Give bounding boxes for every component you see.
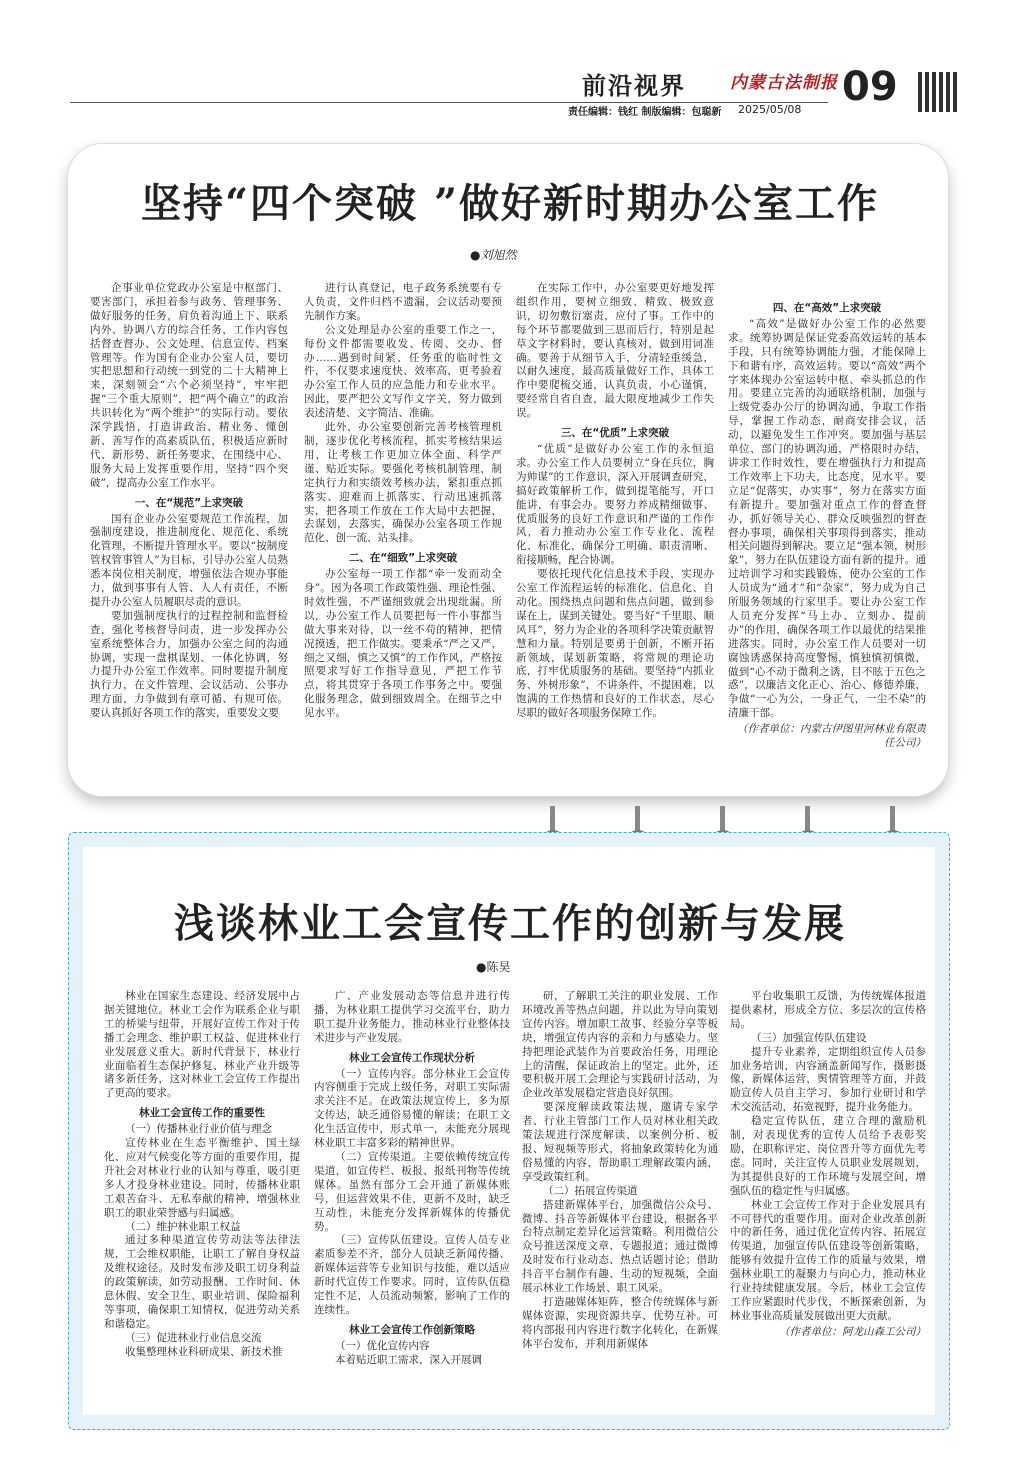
paragraph: 国有企业办公室要规范工作流程，加强制度建设，推进制度化、规范化、系统化管理，不断提升管理水平。要以“按制度管权管事管人”为目标，引导办公室人员熟悉本岗位相关制度，增强依法合规办事能力，做到事事有人管、人人有责任，不断提升办公室人员履职尽责的意识。 bbox=[90, 512, 288, 608]
paragraph: “高效”是做好办公室工作的必然要求。统筹协调是保证党委高效运转的基本手段，只有统筹协调能力强，才能保障上下和谐有序，高效运转。要以“高效”两个字来体现办公室运转中枢、牵头抓总的作用。要建立完善的沟通联络机制，加强与上级党委办公厅的协调沟通，争取工作指导，掌握工作动态，耐商安排会议，活动，以避免发生工作冲突。要加强与基层单位、部门的协调沟通，严格限时办结，讲求工作时效性，要在增强执行力和提高工作效率上下功夫，比态度，见水平。要立足“促落实，办实事”，努力在落实方面有新提升。要加强对重点工作的督查督办，抓好领导关心、群众反映强烈的督查督办事项，确保相关事项得到落实，推动相关问题得到解决。要立足“强本领，树形象”，努力在队伍建设方面有新的提升。通过培训学习和实践锻炼，使办公室的工作人员成为“通才”和“杂家”，努力成为自己所服务领域的行家里手。要让办公室工作人员充分发挥“马上办、立刻办、提前办”的作用，确保各项工作以最优的结果推进落实。同时，办公室工作人员要对一切腐蚀诱惑保持高度警惕，慎独慎初慎微，做到“心不动于微利之诱，目不眩于五色之惑”，以廉洁文化正心、治心、修德养廉，争做“一心为公，一身正气，一尘不染”的清廉干部。 bbox=[728, 317, 926, 720]
subheading: （三）促进林业行业信息交流 bbox=[125, 1331, 262, 1344]
article-2-author: ●陈昊 bbox=[476, 960, 511, 974]
paragraph: 稳定宣传队伍，建立合理的激励机制，对表现优秀的宣传人员给予表彰奖励，在职称评定、岗位晋升等方面优先考虑。同时，关注宣传人员职业发展规划，为其提供良好的工作环境与发展空间，增强队伍的稳定性与归属感。 bbox=[730, 1115, 926, 1197]
article-2-column-3 bbox=[522, 990, 718, 1402]
paragraph: 搭建新媒体平台，加强微信公众号、微博、抖音等新媒体平台建设，根据各平台特点制定差异化运营策略。利用微信公众号推送深度文章、专题报道；通过微博及时发布行业动态、热点话题讨论；借助抖音平台制作有趣、生动的短视频，全面展示林业工作场景、职工风采。 bbox=[522, 1198, 718, 1295]
paragraph: 要深度解读政策法规，邀请专家学者、行业主管部门工作人员对林业相关政策法规进行深度解读，以案例分析、板报、短视频等形式，将抽象政策转化为通俗易懂的内容，帮助职工理解政策内涵，享受政策红利。 bbox=[522, 1101, 718, 1183]
paragraph: 通过多种渠道宣传劳动法等法律法规，工会维权职能，让职工了解自身权益及维权途径。及时发布涉及职工切身利益的政策解读，如劳动报酬、工作时间、休息休假、安全卫生、职业培训、保险福利等事项，确保职工知情权，促进劳动关系和谐稳定。 bbox=[104, 1234, 300, 1330]
section-heading: 林业工会宣传工作现状分析 bbox=[349, 1051, 475, 1064]
paragraph: 要依托现代化信息技术手段，实现办公室工作流程运转的标准化、信息化、自动化。围绕热点问题和焦点问题，做到参谋在上，谋到关键处。要当好“千里眼、顺风耳”，努力为企业的各项科学决策贡献智慧和力量。特别是要勇于创新，不断开拓新领域，谋划新策略，将常规的理论功底，打牢优质服务的基础。要坚持“内抓业务、外树形象”，不讲条件，不提困难，以饱满的工作热情和良好的工作状态，尽心尽职的做好各项服务保障工作。 bbox=[516, 568, 714, 720]
paragraph: “优质”是做好办公室工作的永恒追求。办公室工作人员要树立“身在兵位，胸为帅谋”的工作意识，深入开展调查研究，搞好政策解析工作，做到提笔能写，开口能讲，有事会办。要努力养成精细做事、优质服务的良好工作意识和严谨的工作作风，着力推动办公室工作专业化、流程化、标准化，确保分工明确、职责清晰、衔接顺畅，配合协调。 bbox=[516, 442, 714, 567]
article-1-column-3 bbox=[516, 282, 714, 782]
paragraph: 林业工会宣传工作对于企业发展具有不可替代的重要作用。面对企业改革创新中的新任务，通过优化宣传内容、拓展宣传渠道，加强宣传队伍建设等创新策略，能够有效提升宣传工作的质量与效果，增强林业职工的凝聚力与向心力，推动林业行业持续健康发展。今后，林业工会宣传工作应紧跟时代步伐，不断探索创新，为林业事业高质量发展做出更大贡献。 bbox=[730, 1198, 926, 1322]
paragraph: 公文处理是办公室的重要工作之一，每份文件都需要收发、传阅、交办、督办……遇到时间紧、任务重的临时性文件，不仅要求速度快、效率高，更考验着办公室工作人员的应急能力和专业水平。因此，要严把公文写作文字关，努力做到表述清楚、文字简洁、准确。 bbox=[304, 323, 502, 420]
article-1-column-2 bbox=[304, 282, 502, 782]
article-1-author: ●刘旭然 bbox=[470, 248, 517, 262]
paragraph: 林业在国家生态建设、经济发展中占据关键地位。林业工会作为联系企业与职工的桥梁与纽带，开展好宣传工作对于传播工会理念、维护职工权益、促进林业行业发展意义重大。新时代背景下，林业行业面临着生态保护修复、林业产业升级等诸多新任务，这对林业工会宣传工作提出了更高的要求。 bbox=[104, 990, 300, 1100]
paragraph: 广、产业发展动态等信息并进行传播，为林业职工提供学习交流平台，助力职工提升业务能力，推动林业行业整体技术进步与产业发展。 bbox=[314, 990, 510, 1044]
paragraph: 此外，办公室要创新完善考核管理机制，逐步优化考核流程，抓实考核结果运用，让考核工作更加立体全面、科学严谨、贴近实际。要强化考核机制管理，制定执行力和实绩效考核办法，紧扣重点抓落实、迎难而上抓落实、行动迅速抓落实，把各项工作放在工作大局中去把握，去谋划，去落实，确保办公室各项工作规范化、创一流、站头排。 bbox=[304, 421, 502, 545]
paragraph: 收集整理林业科研成果、新技术推 bbox=[125, 1345, 283, 1358]
section-heading: 一、在“规范”上求突破 bbox=[134, 496, 244, 509]
author-affiliation: （作者单位：内蒙古伊图里河林业有限责任公司） bbox=[737, 723, 926, 750]
article-2-title: 浅谈林业工会宣传工作的创新与发展 bbox=[174, 900, 846, 947]
paragraph: 企事业单位党政办公室是中枢部门、要害部门，承担着参与政务、管理事务、做好服务的任务，肩负着沟通上下、联系内外、协调八方的综合任务，工作内容包括督查督办、公文处理、信息宣传、档案管理等。作为国有企业办公室人员，要切实把思想和行动统一到党的二十大精神上来，深刻领会“六个必须坚持”，牢牢把握“三个重大原则”，把“两个确立”的政治共识转化为“两个维护”的实际行动。要依深学践悟，打造讲政治、精业务、懂创新、善写作的高素质队伍，积极适应新时代、新形势、新任务要求，在围绕中心、服务大局上发挥重要作用，坚持“四个突破”，提高办公室工作水平。 bbox=[90, 282, 288, 489]
paragraph: 平台收集职工反馈，为传统媒体报道提供素材，形成全方位、多层次的宣传格局。 bbox=[730, 990, 926, 1030]
paragraph: （三）宣传队伍建设。宣传人员专业素质参差不齐，部分人员缺乏新闻传播、新媒体运营等专业知识与技能，难以适应新时代宣传工作要求。同时，宣传队伍稳定性不足，人员流动频繁，影响了工作的连续性。 bbox=[314, 1234, 510, 1316]
page-header bbox=[0, 0, 1024, 120]
article-1-column-1 bbox=[90, 282, 288, 782]
paragraph: 宣传林业在生态平衡维护、国土绿化、应对气候变化等方面的重要作用，提升社会对林业行业的认知与尊重，吸引更多人才投身林业建设。同时，传播林业职工艰苦奋斗、无私奉献的精神，增强林业职工的职业荣誉感与归属感。 bbox=[104, 1137, 300, 1219]
section-heading: 林业工会宣传工作创新策略 bbox=[349, 1323, 475, 1336]
article-1-title: 坚持“四个突破 ”做好新时期办公室工作 bbox=[141, 180, 879, 227]
article-1-column-4 bbox=[728, 296, 926, 782]
paragraph: 本着贴近职工需求，深入开展调 bbox=[335, 1353, 482, 1366]
paragraph: （二）宣传渠道。主要依赖传统宣传渠道，如宣传栏、板报、报纸刊物等传统媒体。虽然有部分工会开通了新媒体账号，但运营效果不佳，更新不及时，缺乏互动性，未能充分发挥新媒体的传播优势。 bbox=[314, 1150, 510, 1233]
section-heading: 四、在“高效”上求突破 bbox=[772, 302, 882, 314]
section-title: 前沿视界 bbox=[582, 71, 686, 100]
section-heading: 三、在“优质”上求突破 bbox=[560, 427, 670, 440]
editor-credits: 责任编辑：钱红 制版编辑：包聪新 bbox=[568, 107, 722, 118]
article-2-column-4 bbox=[730, 990, 926, 1402]
subheading: （二）维护林业职工权益 bbox=[125, 1220, 241, 1233]
paragraph: 在实际工作中，办公室要更好地发挥组织作用，要树立细致、精致、极致意识，切勿敷衍塞责，应付了事。工作中的每个环节都要做到三思而后行，特别是起草文字材料时，要认真核对，做到用词准确。要善于从细节入手，分清轻重缓急，以耐久速度，最高质量做好工作，具体工作中要爬梳交通，认真负责，小心谨慎，要经常自省自查，最大限度地减少工作失误。 bbox=[516, 282, 714, 420]
author-affiliation: （作者单位：阿龙山森工公司） bbox=[779, 1325, 926, 1338]
paragraph: 打造融媒体矩阵，整合传统媒体与新媒体资源，实现资源共享、优势互补。可将内部报刊内容进行数字化转化，在新媒体平台发布，并利用新媒体 bbox=[522, 1295, 718, 1350]
article-2-column-1 bbox=[104, 990, 300, 1402]
paragraph: 办公室每一项工作都“牵一发而动全身”。因为各项工作政策性强、理论性强、时效性强，不严谨细致就会出现纰漏。所以，办公室工作人员要把每一件小事都当做大事来对待，以一丝不苟的精神，把情况摸透，把工作做实。要秉承“严之又严，细之又细，慎之又慎”的工作作风，严格按照要求写好工作指导意见，严把工作节点，将其贯穿于各项工作事务之中。要强化服务理念，做到细致周全。在细节之中见水平。 bbox=[304, 568, 502, 720]
section-heading: 二、在“细致”上求突破 bbox=[348, 552, 458, 565]
paragraph: 要加强制度执行的过程控制和监督检查，强化考核督导问责，进一步发挥办公室系统整体合力，加强办公室之间的沟通协调，实现一盘棋谋划、一体化协调，努力提升办公室工作效率。同时要提升制度执行力，在文件管理、会议活动、公事办理方面，力争做到有章可循、有规可依。要认真抓好各项工作的落实，重要发文要 bbox=[90, 609, 288, 720]
qr-code-icon bbox=[918, 72, 958, 112]
newspaper-logo: 内蒙古法制报 bbox=[730, 73, 838, 93]
subheading: （一）传播林业行业价值与理念 bbox=[125, 1123, 272, 1136]
paragraph: 进行认真登记，电子政务系统要有专人负责，文件归档不遗漏，会议活动要预先制作方案。 bbox=[304, 282, 502, 322]
page-number: 09 bbox=[842, 64, 898, 110]
subheading: （三）加强宣传队伍建设 bbox=[751, 1031, 867, 1044]
paragraph: （一）宣传内容。部分林业工会宣传内容侧重于完成上级任务，对职工实际需求关注不足。在政策法规宣传上，多为原文传达，缺乏通俗易懂的解读；在职工文化生活宣传中，形式单一，未能充分展现林业职工丰富多彩的精神世界。 bbox=[314, 1067, 510, 1150]
paragraph: 研，了解职工关注的职业发展、工作环境改善等热点问题，并以此为导向策划宣传内容。增加职工故事、经验分享等板块，增强宣传内容的亲和力与感染力。坚持把理论武装作为首要政治任务，用理论上的清醒，保证政治上的坚定。此外，还要积极开展工会理论与实践研讨活动，为企业改革发展稳定营造良好氛围。 bbox=[522, 990, 718, 1100]
article-2-column-2 bbox=[314, 990, 510, 1402]
section-heading: 林业工会宣传工作的重要性 bbox=[139, 1107, 265, 1120]
issue-date: 2025/05/08 bbox=[738, 103, 802, 116]
subheading: （一）优化宣传内容 bbox=[335, 1339, 430, 1352]
paragraph: 提升专业素养，定期组织宣传人员参加业务培训，内容涵盖新闻写作，摄影摄像，新媒体运营，舆情管理等方面，并鼓励宣传人员自主学习，参加行业研讨和学术交流活动，拓宽视野，提升业务能力。 bbox=[730, 1045, 926, 1114]
subheading: （二）拓展宣传渠道 bbox=[543, 1184, 638, 1197]
